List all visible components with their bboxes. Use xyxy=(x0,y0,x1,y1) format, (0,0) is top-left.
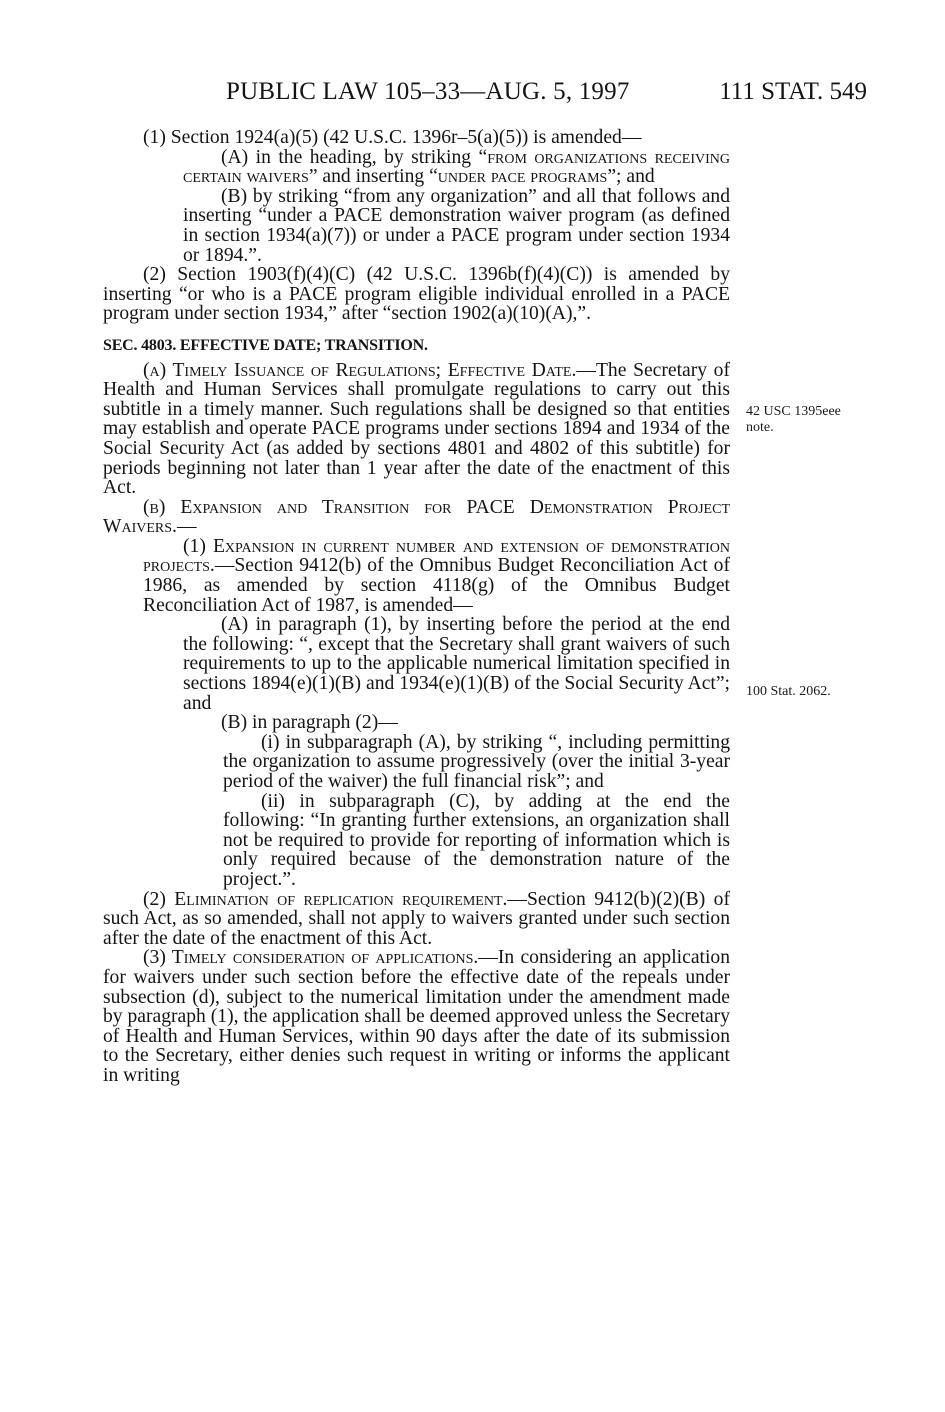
body-text xyxy=(103,128,730,1086)
paragraph-b2-heading: (2) Elimination of replication requirement. xyxy=(143,888,508,910)
stat-page-number: 111 STAT. 549 xyxy=(719,78,867,105)
paragraph-b1-text: —Section 9412(b) of the Omnibus Budget Reconciliation Act of 1986, as amended by section 4118(g) of the Omnibus Budget Reconciliation Act of 1987, is amended— xyxy=(143,555,730,616)
subsection-b-heading: (b) Expansion and Transition for PACE Demonstration Project Waivers. xyxy=(103,496,730,538)
margin-note-stat: 100 Stat. 2062. xyxy=(746,684,831,699)
paragraph-b1bi: (i) in subparagraph (A), by striking “, including permitting the organization to assume progressively (over the initial 3-year period of the waiver) the full financial risk”; and xyxy=(223,731,730,792)
subsection-a xyxy=(103,361,730,498)
paragraph-b1bii: (ii) in subparagraph (C), by adding at the end the following: “In granting further extensions, an organization shall not be required to provide for reporting of information which is only required because of the demonstration nature of the project.”. xyxy=(223,790,730,890)
subsection-b-text: — xyxy=(176,516,197,538)
subsection-a-heading: (a) Timely Issuance of Regulations; Effective Date. xyxy=(143,359,577,381)
paragraph-b3 xyxy=(63,948,730,1085)
running-header xyxy=(0,78,945,114)
subsection-b xyxy=(103,498,730,537)
section-heading: SEC. 4803. EFFECTIVE DATE; TRANSITION. xyxy=(103,336,428,354)
paragraph-b2-text: —Section 9412(b)(2)(B) of such Act, as so amended, shall not apply to waivers granted under such section after the date of the enactment of this Act. xyxy=(103,888,730,949)
paragraph-2: (2) Section 1903(f)(4)(C) (42 U.S.C. 1396b(f)(4)(C)) is amended by inserting “or who is a PACE program eligible individual enrolled in a PACE program under section 1934,” after “section 1902(a)(10)(A),”. xyxy=(103,264,730,325)
page-title: PUBLIC LAW 105–33—AUG. 5, 1997 xyxy=(226,78,630,105)
paragraph-b3-heading: (3) Timely consideration of applications. xyxy=(143,947,479,969)
text-run: ” and inserting “ xyxy=(308,166,438,188)
subsection-a-text: —The Secretary of Health and Human Services shall promulgate regulations to carry out this subtitle in a timely manner. Such regulations shall be designed so that entities may establish and operate PACE programs under sections 1894 and 1934 of the Social Security Act (as added by sections 4801 and 4802 of this subtitle) for periods beginning not later than 1 year after the date of the enactment of this Act. xyxy=(103,359,731,499)
text-run: from organizations receiving certain waivers xyxy=(183,146,731,188)
paragraph-b1a: (A) in paragraph (1), by inserting before the period at the end the following: “, except that the Secretary shall grant waivers of such requirements to up to the applicable numerical limitation specified in sections 1894(e)(1)(B) and 1934(e)(1)(B) of the Social Security Act”; and xyxy=(183,614,730,714)
paragraph-b1 xyxy=(103,537,730,615)
paragraph-b2 xyxy=(63,890,730,949)
margin-note-usc-note: note. xyxy=(746,420,774,435)
paragraph-1a xyxy=(103,148,730,187)
paragraph-1b: (B) by striking “from any organization” and all that follows and inserting “under a PACE demonstration waiver program (as defined in section 1934(a)(7)) or under a PACE program under section 1934 or 1894.”. xyxy=(183,185,730,266)
paragraph-b1b: (B) in paragraph (2)— xyxy=(221,712,398,734)
paragraph-1: (1) Section 1924(a)(5) (42 U.S.C. 1396r–5(a)(5)) is amended— xyxy=(143,127,642,148)
paragraph-b1-heading: (1) Expansion in current number and extension of demonstration projects. xyxy=(143,535,730,577)
paragraph-b3-text: —In considering an application for waivers under such section before the effective date of the repeals under subsection (d), subject to the numerical limitation under the amendment made by paragraph (1), the application shall be deemed approved unless the Secretary of Health and Human Services, within 90 days after the date of its submission to the Secretary, either denies such request in writing or informs the applicant in writing xyxy=(103,947,730,1086)
text-run: under pace programs xyxy=(437,166,608,188)
text-run: (A) in the heading, by striking “ xyxy=(221,146,488,168)
text-run: ”; and xyxy=(607,166,655,188)
margin-note-usc-text: 42 USC 1395eee xyxy=(746,404,841,419)
margin-note-usc xyxy=(746,404,841,436)
